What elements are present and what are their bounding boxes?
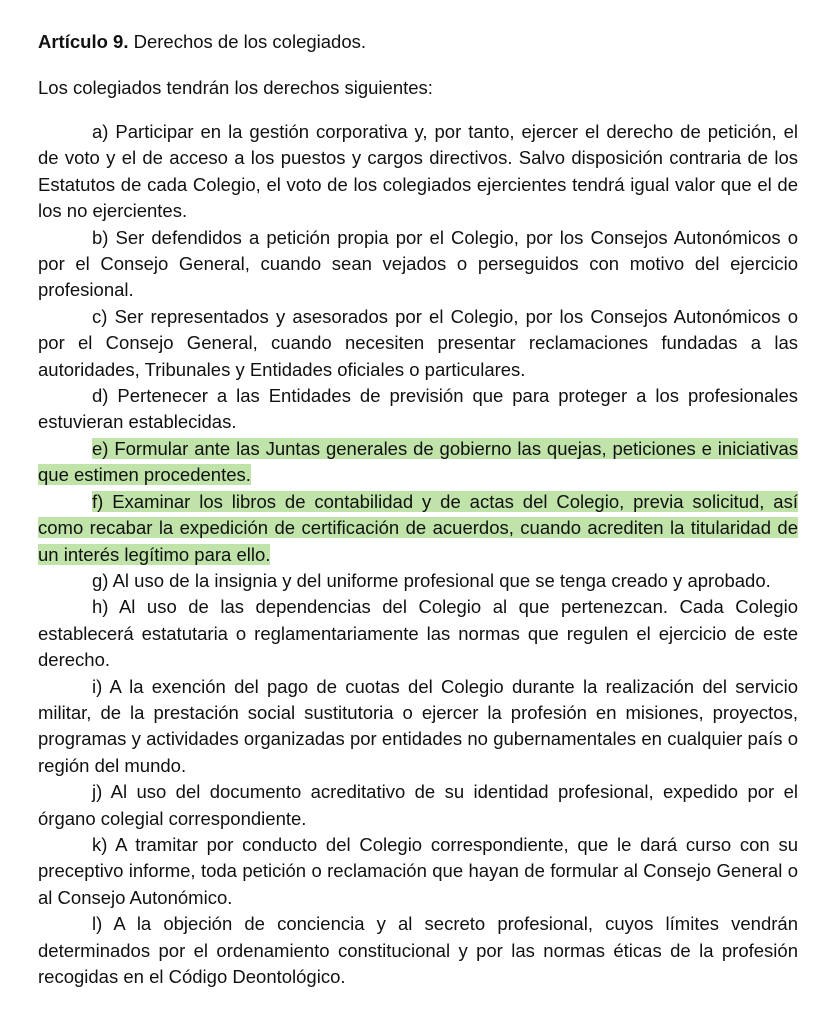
list-item-text: j) Al uso del documento acreditativo de su identidad profesional, expedido por el órgano colegial correspondiente. (38, 781, 798, 829)
list-item-text: d) Pertenecer a las Entidades de previsión que para proteger a los profesionales estuvieran establecidas. (38, 385, 798, 433)
list-item-c (38, 304, 798, 383)
list-item-text: a) Participar en la gestión corporativa y, por tanto, ejercer el derecho de petición, el de voto y el de acceso a los puestos y cargos directivos. Salvo disposición contraria de los Estatutos de cada Colegio, el voto de los colegiados ejercientes tendrá igual valor que el de los no ejercientes. (38, 121, 798, 222)
list-item-i (38, 674, 798, 780)
list-item-d (38, 383, 798, 436)
intro-paragraph: Los colegiados tendrán los derechos siguientes: (38, 77, 433, 98)
list-item-g (38, 568, 798, 594)
list-item-text: k) A tramitar por conducto del Colegio correspondiente, que le dará curso con su preceptivo informe, toda petición o reclamación que hayan de formular al Consejo General o al Consejo Autonómico. (38, 833, 798, 908)
list-item-text: h) Al uso de las dependencias del Colegio al que pertenezcan. Cada Colegio establecerá estatutaria o reglamentariamente las normas que regulen el ejercicio de este derecho. (38, 596, 798, 671)
list-item-f (38, 489, 798, 568)
list-item-text: i) A la exención del pago de cuotas del Colegio durante la realización del servicio militar, de la prestación social sustitutoria o ejercer la profesión en misiones, proyectos, programas y actividades organizadas por entidades no gubernamentales en cualquier país o región del mundo. (38, 675, 798, 776)
list-item-text: b) Ser defendidos a petición propia por el Colegio, por los Consejos Autonómicos o por el Consejo General, cuando sean vejados o perseguidos con motivo del ejercicio profesional. (38, 226, 798, 301)
list-item-h (38, 594, 798, 673)
list-item-a (38, 119, 798, 225)
rights-list (38, 119, 798, 990)
list-item-text: l) A la objeción de conciencia y al secreto profesional, cuyos límites vendrán determinados por el ordenamiento constitucional y por las normas éticas de la profesión recogidas en el Código Deontológico. (38, 913, 798, 987)
list-item-e (38, 436, 798, 489)
list-item-text: c) Ser representados y asesorados por el Colegio, por los Consejos Autonómicos o por el Consejo General, cuando necesiten presentar reclamaciones fundadas a las autoridades, Tribunales y Entidades oficiales o particulares. (38, 305, 798, 380)
list-item-text: f) Examinar los libros de contabilidad y de actas del Colegio, previa solicitud, así como recabar la expedición de certificación de acuerdos, cuando acrediten la titularidad de un interés legítimo para ello. (38, 490, 798, 565)
article-label: Artículo 9. (38, 31, 129, 52)
list-item-k (38, 832, 798, 911)
article-title: Derechos de los colegiados. (133, 31, 367, 52)
list-item-l (38, 911, 798, 990)
article-heading (38, 29, 798, 55)
list-item-text: e) Formular ante las Juntas generales de gobierno las quejas, peticiones e iniciativas que estimen procedentes. (38, 437, 798, 486)
list-item-b (38, 225, 798, 304)
list-item-text: g) Al uso de la insignia y del uniforme profesional que se tenga creado y aprobado. (92, 569, 771, 591)
list-item-j (38, 779, 798, 832)
